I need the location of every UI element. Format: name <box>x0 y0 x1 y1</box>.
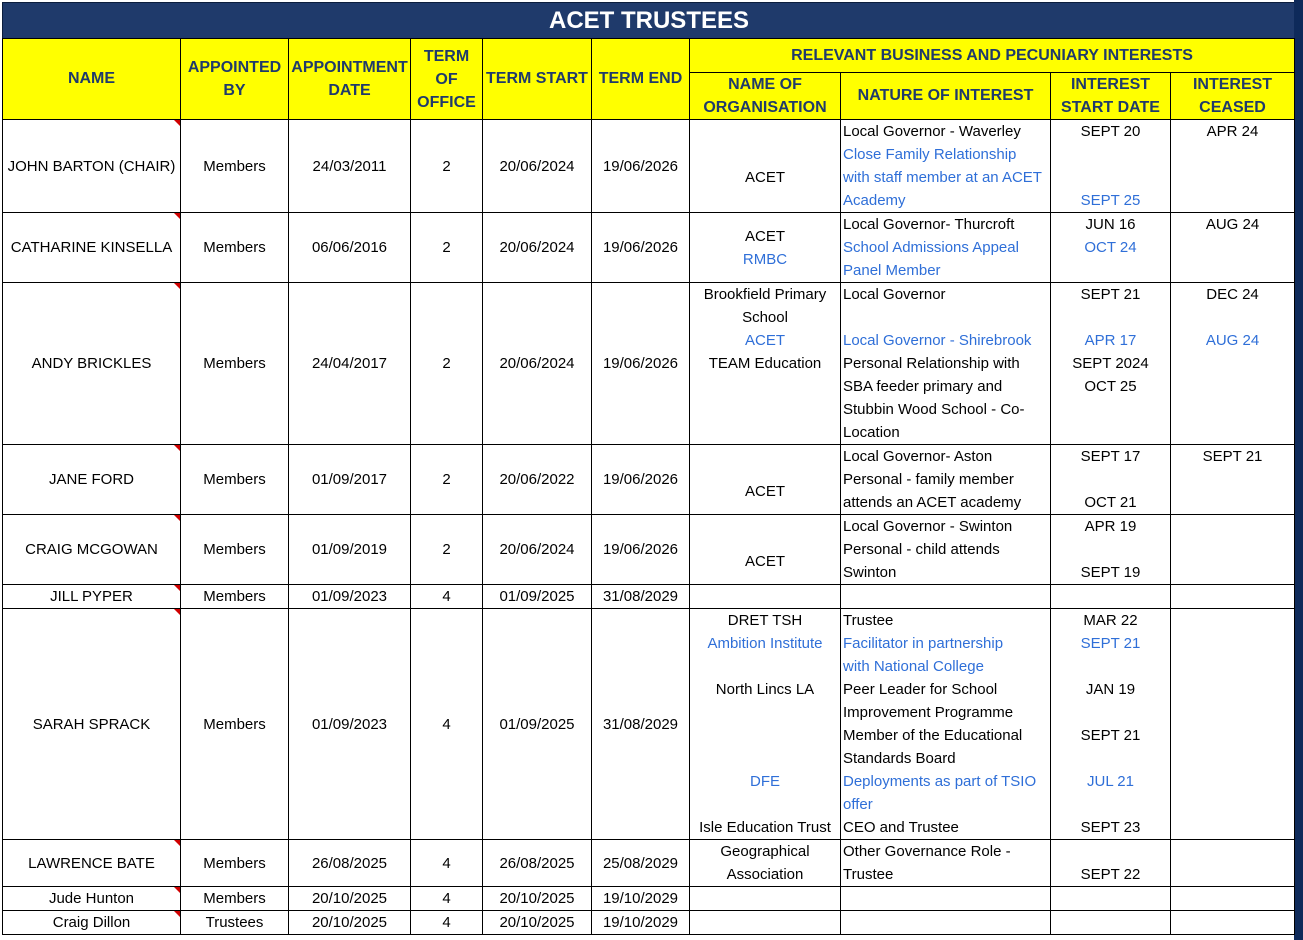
interest-line: CEO and Trustee <box>843 819 959 836</box>
trustees-table <box>2 38 1295 935</box>
term-of-office-cell[interactable]: 2 <box>411 283 483 445</box>
header-term-start: TERM START <box>483 39 592 120</box>
term-end-cell[interactable]: 19/06/2026 <box>592 283 690 445</box>
term-start-cell[interactable]: 20/06/2024 <box>483 213 592 283</box>
interest-line: Standards Board <box>843 750 956 767</box>
interest-ceased-cell[interactable] <box>1171 609 1295 840</box>
appointment-date-cell[interactable]: 24/04/2017 <box>289 283 411 445</box>
appointed-by-cell[interactable]: Trustees <box>181 911 289 935</box>
interest-line: Academy <box>843 192 906 209</box>
term-of-office-cell[interactable]: 4 <box>411 911 483 935</box>
appointed-by-cell[interactable]: Members <box>181 120 289 213</box>
table-row <box>3 887 1295 911</box>
interest-line <box>1051 701 1170 724</box>
appointment-date-cell[interactable]: 01/09/2023 <box>289 609 411 840</box>
interest-line: AUG 24 <box>1205 332 1260 349</box>
interest-line: DRET TSH <box>727 612 803 629</box>
interest-line <box>690 457 840 480</box>
interest-line: Personal - family member <box>843 471 1014 488</box>
interest-ceased-cell[interactable] <box>1171 120 1295 213</box>
interest-line <box>1051 306 1170 329</box>
interest-start-cell[interactable] <box>1051 609 1171 840</box>
table-row <box>3 840 1295 887</box>
organisation-cell[interactable] <box>690 840 841 887</box>
interest-line: Local Governor - Swinton <box>843 518 1013 535</box>
term-start-cell[interactable]: 20/10/2025 <box>483 887 592 911</box>
interest-line: attends an ACET academy <box>843 494 1022 511</box>
trustee-name[interactable]: CATHARINE KINSELLA <box>3 213 181 283</box>
nature-of-interest-cell[interactable] <box>841 213 1051 283</box>
interest-line: SEPT 25 <box>1080 192 1141 209</box>
interest-line: SEPT 21 <box>1080 286 1141 303</box>
interest-line: ACET <box>744 227 785 245</box>
interest-line <box>690 724 840 747</box>
interest-line: OCT 25 <box>1084 378 1137 395</box>
interest-start-cell[interactable] <box>1051 515 1171 585</box>
interest-start-cell[interactable] <box>1051 887 1171 911</box>
header-name: NAME <box>3 39 181 120</box>
interest-line: APR 19 <box>1084 518 1137 535</box>
interest-line: offer <box>843 796 873 813</box>
term-end-cell[interactable]: 19/06/2026 <box>592 445 690 515</box>
interest-line: SEPT 20 <box>1080 123 1141 140</box>
interest-line <box>1051 538 1170 561</box>
interest-start-cell[interactable] <box>1051 840 1171 887</box>
trustee-name[interactable]: LAWRENCE BATE <box>3 840 181 887</box>
term-end-cell[interactable]: 19/10/2029 <box>592 887 690 911</box>
interest-line: JUN 16 <box>1085 216 1136 233</box>
interest-line: JUL 21 <box>1087 773 1134 790</box>
interest-line <box>690 701 840 724</box>
interest-line: SEPT 17 <box>1080 448 1141 465</box>
interest-line: Panel Member <box>843 262 941 279</box>
interest-line: Stubbin Wood School - Co- <box>843 401 1025 418</box>
interest-start-cell[interactable] <box>1051 213 1171 283</box>
organisation-cell[interactable] <box>690 283 841 445</box>
term-end-cell[interactable]: 19/06/2026 <box>592 515 690 585</box>
appointed-by-cell[interactable]: Members <box>181 445 289 515</box>
interest-line: SBA feeder primary and <box>843 378 1003 395</box>
interest-line: Personal - child attends <box>843 541 1000 558</box>
interest-line <box>690 747 840 770</box>
window-edge <box>1294 0 1303 940</box>
interest-line: Geographical <box>720 843 810 860</box>
interest-line <box>1051 840 1170 863</box>
interest-line: DEC 24 <box>1206 286 1259 303</box>
interest-line: Isle Education Trust <box>699 819 831 836</box>
interest-line: Local Governor <box>843 286 946 303</box>
trustee-name[interactable]: JOHN BARTON (CHAIR) <box>3 120 181 213</box>
interest-ceased-cell[interactable] <box>1171 887 1295 911</box>
nature-of-interest-cell[interactable] <box>841 609 1051 840</box>
term-start-cell[interactable]: 20/10/2025 <box>483 911 592 935</box>
table-row <box>3 120 1295 213</box>
interest-line: Local Governor- Aston <box>843 448 993 465</box>
header-term-end: TERM END <box>592 39 690 120</box>
appointment-date-cell[interactable]: 26/08/2025 <box>289 840 411 887</box>
appointed-by-cell[interactable]: Members <box>181 515 289 585</box>
appointed-by-cell[interactable]: Members <box>181 585 289 609</box>
term-of-office-cell[interactable]: 4 <box>411 609 483 840</box>
interest-line: Other Governance Role - <box>843 843 1011 860</box>
organisation-cell[interactable] <box>690 445 841 515</box>
appointed-by-cell[interactable]: Members <box>181 213 289 283</box>
header-interests-group: RELEVANT BUSINESS AND PECUNIARY INTERESTS <box>690 39 1295 73</box>
trustee-name[interactable]: JANE FORD <box>3 445 181 515</box>
interest-line: SEPT 21 <box>1202 448 1263 465</box>
term-start-cell[interactable]: 20/06/2024 <box>483 283 592 445</box>
interest-line: with staff member at an ACET <box>843 169 1042 186</box>
term-of-office-cell[interactable]: 4 <box>411 840 483 887</box>
term-end-cell[interactable]: 25/08/2029 <box>592 840 690 887</box>
interest-line <box>1051 793 1170 816</box>
interest-line <box>1051 166 1170 189</box>
interest-line: Local Governor - Waverley <box>843 123 1021 140</box>
table-row <box>3 283 1295 445</box>
organisation-cell[interactable] <box>690 213 841 283</box>
interest-line <box>1171 306 1294 329</box>
interest-line: SEPT 2024 <box>1072 355 1149 372</box>
appointed-by-cell[interactable]: Members <box>181 283 289 445</box>
interest-start-cell[interactable] <box>1051 445 1171 515</box>
interest-line: Facilitator in partnership <box>843 635 1004 652</box>
term-of-office-cell[interactable]: 2 <box>411 445 483 515</box>
organisation-cell[interactable] <box>690 585 841 609</box>
interest-line: ACET <box>744 482 785 500</box>
trustee-name[interactable]: CRAIG MCGOWAN <box>3 515 181 585</box>
term-of-office-cell[interactable]: 2 <box>411 515 483 585</box>
interest-line: OCT 24 <box>1084 239 1137 256</box>
interest-line: Local Governor- Thurcroft <box>843 216 1015 233</box>
header-appointed-by: APPOINTED BY <box>181 39 289 120</box>
header-nature: NATURE OF INTEREST <box>841 73 1051 120</box>
interest-ceased-cell[interactable] <box>1171 445 1295 515</box>
appointment-date-cell[interactable]: 01/09/2019 <box>289 515 411 585</box>
interest-line: RMBC <box>742 250 788 268</box>
nature-of-interest-cell[interactable] <box>841 911 1051 935</box>
nature-of-interest-cell[interactable] <box>841 515 1051 585</box>
interest-line: SEPT 22 <box>1080 866 1141 883</box>
trustee-name[interactable]: ANDY BRICKLES <box>3 283 181 445</box>
interest-line: APR 24 <box>1206 123 1259 140</box>
trustee-rows <box>3 120 1295 935</box>
nature-of-interest-cell[interactable] <box>841 283 1051 445</box>
term-end-cell[interactable]: 19/06/2026 <box>592 120 690 213</box>
interest-line <box>690 655 840 678</box>
trustee-name[interactable]: Jude Hunton <box>3 887 181 911</box>
table-row <box>3 585 1295 609</box>
nature-of-interest-cell[interactable] <box>841 445 1051 515</box>
interest-line: with National College <box>843 658 984 675</box>
interest-line: SEPT 21 <box>1080 635 1141 652</box>
term-end-cell[interactable]: 31/08/2029 <box>592 609 690 840</box>
header-appointment-date: APPOINTMENT DATE <box>289 39 411 120</box>
interest-ceased-cell[interactable] <box>1171 283 1295 445</box>
interest-line: SEPT 21 <box>1080 727 1141 744</box>
term-start-cell[interactable]: 01/09/2025 <box>483 585 592 609</box>
term-end-cell[interactable]: 19/06/2026 <box>592 213 690 283</box>
appointment-date-cell[interactable]: 06/06/2016 <box>289 213 411 283</box>
table-row <box>3 911 1295 935</box>
nature-of-interest-cell[interactable] <box>841 887 1051 911</box>
interest-line: Ambition Institute <box>707 635 823 652</box>
interest-line: OCT 21 <box>1084 494 1137 511</box>
header-org: NAME OF ORGANISATION <box>690 73 841 120</box>
interest-ceased-cell[interactable] <box>1171 840 1295 887</box>
interest-line <box>1051 143 1170 166</box>
nature-of-interest-cell[interactable] <box>841 120 1051 213</box>
interest-line: Member of the Educational <box>843 727 1023 744</box>
interest-line <box>690 527 840 550</box>
organisation-cell[interactable] <box>690 887 841 911</box>
header-term-of-office: TERM OF OFFICE <box>411 39 483 120</box>
interest-line: TEAM Education <box>708 355 822 372</box>
appointment-date-cell[interactable]: 24/03/2011 <box>289 120 411 213</box>
interest-line <box>690 793 840 816</box>
interest-line: SEPT 19 <box>1080 564 1141 581</box>
interest-line <box>843 306 1050 329</box>
interest-line: JAN 19 <box>1085 681 1136 698</box>
interest-start-cell[interactable] <box>1051 585 1171 609</box>
interest-line: AUG 24 <box>1205 216 1260 233</box>
organisation-cell[interactable] <box>690 609 841 840</box>
term-start-cell[interactable]: 20/06/2024 <box>483 515 592 585</box>
term-end-cell[interactable]: 31/08/2029 <box>592 585 690 609</box>
trustee-name[interactable]: SARAH SPRACK <box>3 609 181 840</box>
interest-ceased-cell[interactable] <box>1171 515 1295 585</box>
header-interest-start: INTEREST START DATE <box>1051 73 1171 120</box>
interest-start-cell[interactable] <box>1051 120 1171 213</box>
interest-line <box>1051 468 1170 491</box>
term-of-office-cell[interactable]: 4 <box>411 585 483 609</box>
interest-line: Location <box>843 424 900 441</box>
appointed-by-cell[interactable]: Members <box>181 840 289 887</box>
interest-line: Peer Leader for School <box>843 681 998 698</box>
term-of-office-cell[interactable]: 2 <box>411 213 483 283</box>
term-start-cell[interactable]: 26/08/2025 <box>483 840 592 887</box>
interest-line: Association <box>726 866 804 883</box>
interest-ceased-cell[interactable] <box>1171 585 1295 609</box>
interest-line: Local Governor - Shirebrook <box>843 332 1032 349</box>
appointed-by-cell[interactable]: Members <box>181 887 289 911</box>
interest-start-cell[interactable] <box>1051 911 1171 935</box>
interest-line: ACET <box>744 332 785 349</box>
interest-line <box>1051 747 1170 770</box>
interest-line <box>1051 655 1170 678</box>
interest-line: Trustee <box>843 866 894 883</box>
trustee-name[interactable]: Craig Dillon <box>3 911 181 935</box>
interest-line: Close Family Relationship <box>843 146 1017 163</box>
appointment-date-cell[interactable]: 01/09/2023 <box>289 585 411 609</box>
header-interest-ceased: INTEREST CEASED <box>1171 73 1295 120</box>
term-start-cell[interactable]: 20/06/2022 <box>483 445 592 515</box>
table-row <box>3 515 1295 585</box>
nature-of-interest-cell[interactable] <box>841 840 1051 887</box>
trustee-name[interactable]: JILL PYPER <box>3 585 181 609</box>
term-of-office-cell[interactable]: 2 <box>411 120 483 213</box>
organisation-cell[interactable] <box>690 120 841 213</box>
table-row <box>3 609 1295 840</box>
term-start-cell[interactable]: 01/09/2025 <box>483 609 592 840</box>
interest-line <box>690 143 840 166</box>
term-end-cell[interactable]: 19/10/2029 <box>592 911 690 935</box>
interest-line: MAR 22 <box>1083 612 1138 629</box>
table-row <box>3 445 1295 515</box>
interest-line: Personal Relationship with <box>843 355 1020 372</box>
interest-line: School <box>742 309 788 326</box>
interest-line: APR 17 <box>1084 332 1137 349</box>
interest-line: Improvement Programme <box>843 704 1014 721</box>
term-of-office-cell[interactable]: 4 <box>411 887 483 911</box>
interest-line: DFE <box>750 773 780 790</box>
interest-line: Deployments as part of TSIO <box>843 773 1037 790</box>
interest-line: School Admissions Appeal <box>843 239 1019 256</box>
interest-line: ACET <box>744 552 785 570</box>
organisation-cell[interactable] <box>690 515 841 585</box>
table-row <box>3 213 1295 283</box>
appointment-date-cell[interactable]: 20/10/2025 <box>289 887 411 911</box>
term-start-cell[interactable]: 20/06/2024 <box>483 120 592 213</box>
nature-of-interest-cell[interactable] <box>841 585 1051 609</box>
appointed-by-cell[interactable]: Members <box>181 609 289 840</box>
interest-line: Swinton <box>843 564 897 581</box>
organisation-cell[interactable] <box>690 911 841 935</box>
interest-ceased-cell[interactable] <box>1171 213 1295 283</box>
interest-ceased-cell[interactable] <box>1171 911 1295 935</box>
interest-line: ACET <box>744 169 785 186</box>
appointment-date-cell[interactable]: 01/09/2017 <box>289 445 411 515</box>
interest-line: North Lincs LA <box>715 681 815 698</box>
interest-line: Trustee <box>843 612 894 629</box>
interest-line: Brookfield Primary <box>703 286 827 303</box>
interest-line: SEPT 23 <box>1080 819 1141 836</box>
interest-start-cell[interactable] <box>1051 283 1171 445</box>
appointment-date-cell[interactable]: 20/10/2025 <box>289 911 411 935</box>
sheet-title: ACET TRUSTEES <box>2 2 1296 40</box>
